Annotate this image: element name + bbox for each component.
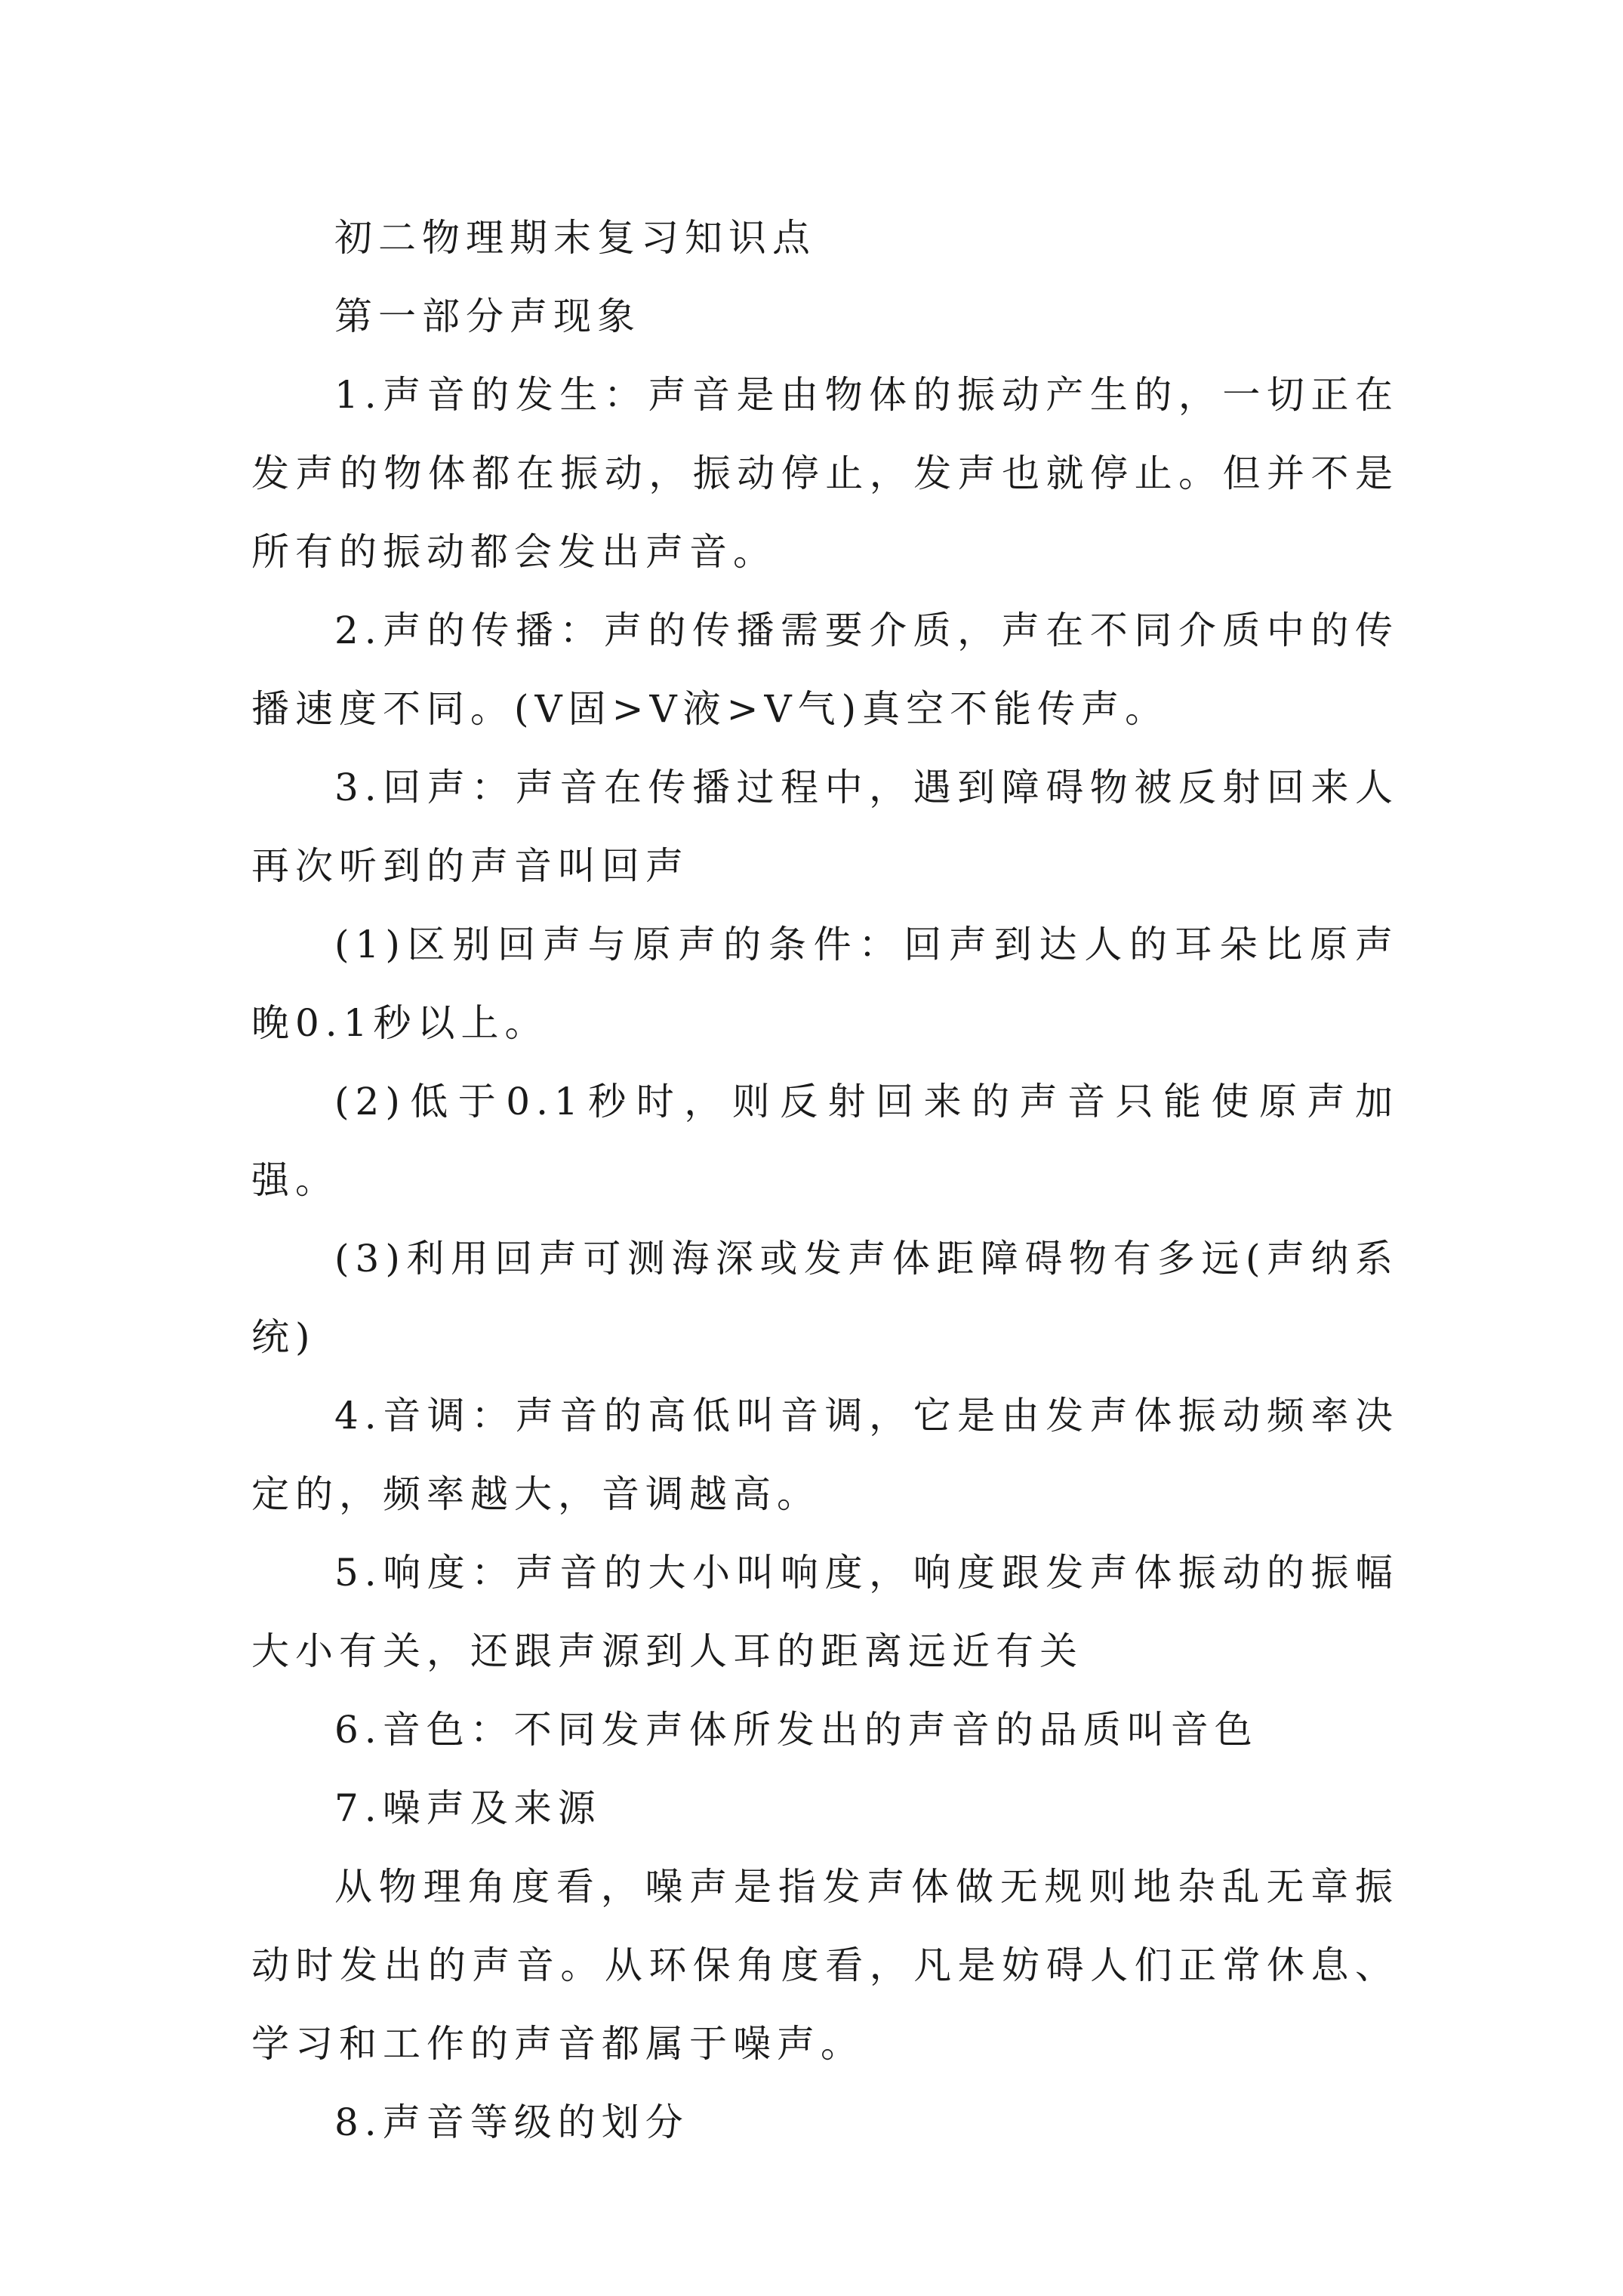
- paragraph-loudness: 5.响度：声音的大小叫响度，响度跟发声体振动的振幅大小有关，还跟声源到人耳的距离远近有关: [251, 1551, 1399, 1673]
- paragraph-noise-definition: 从物理角度看，噪声是指发声体做无规则地杂乱无章振动时发出的声音。从环保角度看，凡是妨碍人们正常休息、学习和工作的声音都属于噪声。: [251, 1865, 1399, 2066]
- paragraph-echo-condition: (1)区别回声与原声的条件：回声到达人的耳朵比原声晚0.1秒以上。: [251, 923, 1399, 1045]
- paragraph-echo: 3.回声：声音在传播过程中，遇到障碍物被反射回来人再次听到的声音叫回声: [251, 766, 1399, 888]
- paragraph-pitch: 4.音调：声音的高低叫音调，它是由发声体振动频率决定的，频率越大，音调越高。: [251, 1394, 1399, 1516]
- paragraph-sound-generation: 1.声音的发生：声音是由物体的振动产生的，一切正在发声的物体都在振动，振动停止，发声也就停止。但并不是所有的振动都会发出声音。: [251, 373, 1399, 574]
- paragraph-sound-levels: 8.声音等级的划分: [334, 2100, 689, 2144]
- paragraph-timbre: 6.音色：不同发声体所发出的声音的品质叫音色: [334, 1708, 1258, 1752]
- paragraph-echo-below-threshold: (2)低于0.1秒时，则反射回来的声音只能使原声加强。: [251, 1080, 1399, 1202]
- paragraph-sound-propagation: 2.声的传播：声的传播需要介质，声在不同介质中的传播速度不同。(V固>V液>V气)真空不能传声。: [251, 609, 1399, 731]
- section-heading: 第一部分声现象: [334, 294, 641, 338]
- paragraph-echo-sonar: (3)利用回声可测海深或发声体距障碍物有多远(声纳系统): [251, 1237, 1399, 1359]
- document-title: 初二物理期末复习知识点: [334, 216, 816, 260]
- document-body: [251, 199, 1399, 2162]
- paragraph-noise-heading: 7.噪声及来源: [334, 1786, 602, 1830]
